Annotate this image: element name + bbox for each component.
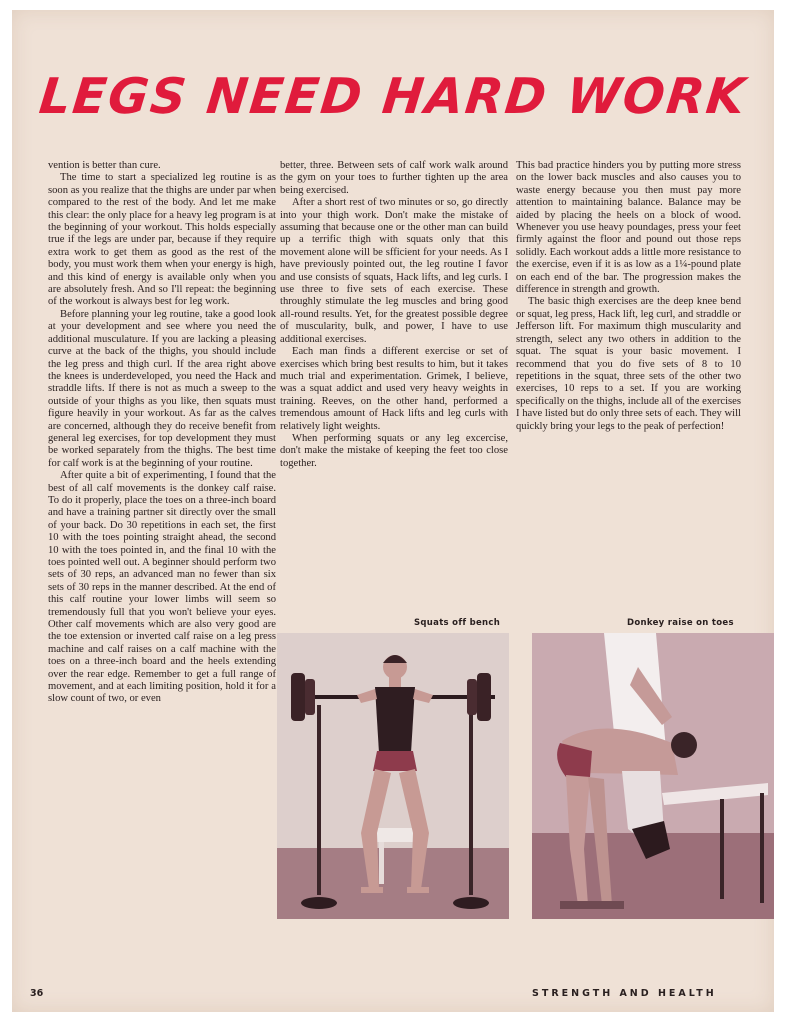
page-number: 36 [30,988,44,999]
paragraph: better, three. Between sets of calf work walk around the gym on your toes to further tighten up the area being exercised. [280,160,508,196]
article-column-3 [516,160,741,433]
photo-caption-donkey-raise: Donkey raise on toes [627,618,734,628]
paragraph: This bad practice hinders you by putting more stress on the lower back muscles and also causes you to waste energy because you then must pay more attention to maintaining balance. Balance may be aided by placing the heels on a block of wood. Whenever you use heavy poundages, press your feet firmly against the floor and pound out those reps solidly. Each workout adds a little more resistance to the exercise, even if it is as low as a 1¼-pound plate on each end of the bar. The progression makes the difference in strength and growth. [516,160,741,296]
paragraph: After a short rest of two minutes or so, go directly into your thigh work. Don't make the mistake of assuming that because one or the other man can build up a terrific thigh with squats only that this movement alone will be sfficient for your needs. As I have previously pointed out, the leg routine I favor and use consists of squats, Hack lifts, and leg curls. I use three to five sets of each exercise. These throughly stimulate the leg muscles and bring good all-round results. Yet, for the greatest possible degree of muscularity, bulk, and power, I have to use additional exercises. [280,197,508,345]
article-column-1 [48,160,276,706]
magazine-page [12,10,774,1012]
paragraph: After quite a bit of experimenting, I found that the best of all calf movements is the donkey calf raise. To do it properly, place the toes on a three-inch board and have a training partner sit directly over the small of your back. Do 30 repetitions in each set, the first 10 with the toes pointing straight ahead, the second 10 with the toes pointed in, and the final 10 with the toes pointed well out. A beginner should perform two sets of 30 reps, an advanced man no fewer than six sets of 30 reps in the manner described. At the end of this calf routine your lower limbs will seem so tremendously full that you won't believe your eyes. Other calf movements which are also very good are the toe extension or inverted calf raise on a leg press machine and calf raises on a calf machine with the toes on a three-inch board and the heels extending over the rear edge. Remember to get a full range of movement, and at each limiting position, hold it for a slow count of two, or even [48,470,276,705]
paragraph: When performing squats or any leg excercise, don't make the mistake of keeping the feet too close together. [280,432,508,469]
paragraph: Before planning your leg routine, take a good look at your development and see where you need the additional musculature. If you are lacking a pleasing curve at the back of the thighs, you should include the leg press and thigh curl. If the area right above the knees is underdeveloped, you need the Hack and straddle lifts. If there is not as much a sweep to the outside of your thighs as you like, then squats must figure heavily in your workout. As far as the calves are concerned, although they do receive benefit from general leg exercises, for top development they must be worked separately from the thighs. The best time for calf work is at the beginning of your routine. [48,308,276,469]
paragraph: Each man finds a different exercise or set of exercises which bring best results to him, but it takes much trial and experimentation. Grimek, I believe, was a squat addict and used very heavy weights in training. Reeves, on the other hand, performed a tremendous amount of Hack lifts and leg curls with relatively light weights. [280,346,508,432]
squat-photo [277,633,509,919]
magazine-title: STRENGTH AND HEALTH [532,988,717,999]
paragraph: vention is better than cure. [48,160,161,171]
donkey-raise-photo [532,633,774,919]
headline: LEGS NEED HARD WORK [36,68,750,125]
photo-caption-squats: Squats off bench [414,618,501,628]
article-column-2 [280,160,508,470]
paragraph: The time to start a specialized leg routine is as soon as you realize that the thighs are under par when compared to the rest of the body. And let me make this clear: the only place for a heavy leg program is at the beginning of your workout. This holds especially true if the legs are under par, because if they require extra work to get them as good as the rest of the body, you must work them when your energy is high, and this kind of energy is available only when you are absolutely fresh. And so I'll repeat: the beginning of the workout is always best for leg work. [48,172,276,308]
paragraph: The basic thigh exercises are the deep knee bend or squat, leg press, Hack lift, leg curl, and straddle or Jefferson lift. For maximum thigh muscularity and strength, select any two others in addition to the squat. The squat is your basic movement. I recommend that you do five sets of 8 to 10 repetitions in the squat, three sets of the other two exercises, 10 reps to a set. If you are working specifically on the thighs, include all of the exercises I have listed but do only three sets of each. They will quickly bring your legs to the peak of perfection! [516,296,741,432]
